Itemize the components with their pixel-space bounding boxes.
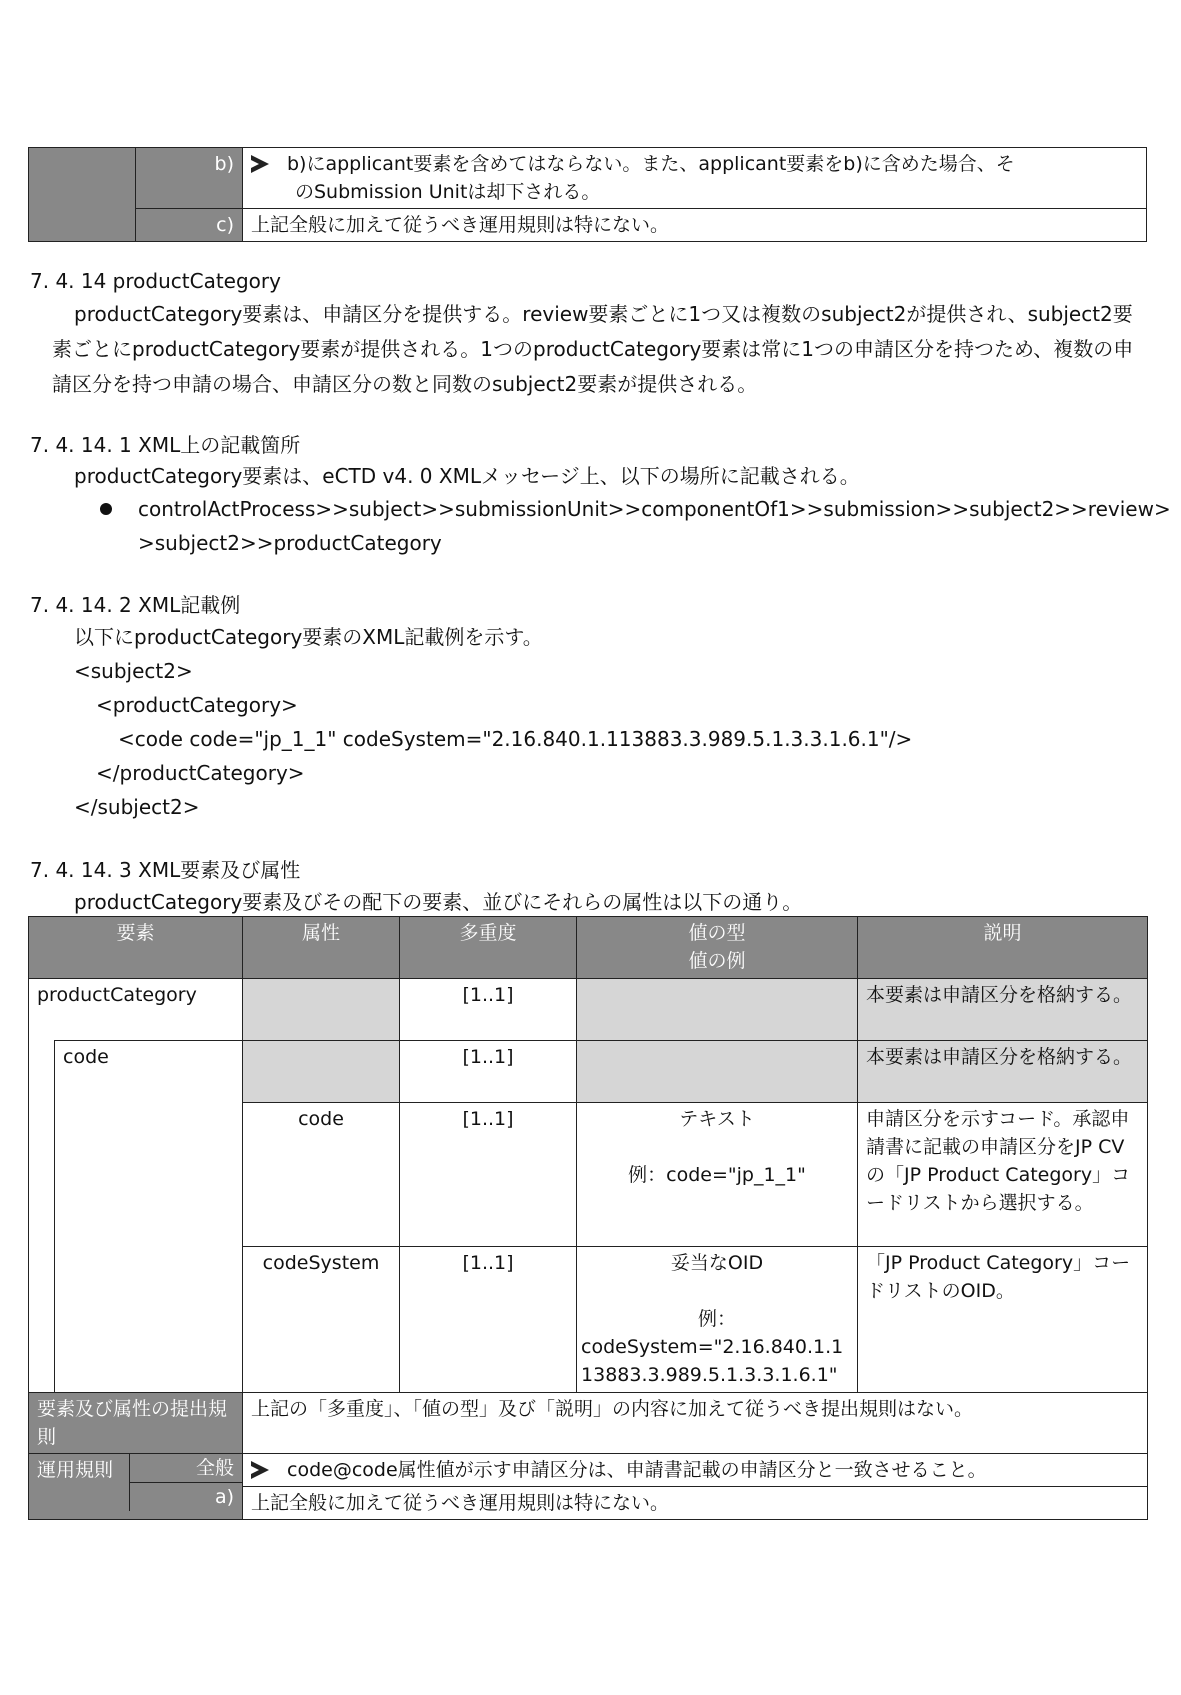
xml-code-line-1: <subject2> [74,659,193,683]
xml-code-line-3: <code code="jp_1_1" codeSystem="2.16.840.1.113883.3.989.5.1.3.3.1.6.1"/> [118,727,913,751]
a-label: a) [130,1483,243,1512]
cell-code-attr [243,1041,400,1103]
header-description: 説明 [858,917,1148,979]
section-paragraph-7-4-14: productCategory要素は、申請区分を提供する。review要素ごとに1つ又は複数のsubject2が提供され、subject2要素ごとにproductCategory要素が提供される。1つのproductCategory要素は常に1つの申請区分を持つため、複数の申請区分を持つ申請の場合、申請区分の数と同数のsubject2要素が提供される。 [52,302,1134,396]
cell-code-attr-desc: 申請区分を示すコード。承認申請書に記載の申請区分をJP CVの「JP Product Category」コードリストから選択する。 [858,1103,1148,1247]
general-label: 全般 [130,1454,243,1483]
cell-codesystem-attr-desc: 「JP Product Category」コードリストのOID。 [858,1247,1148,1393]
row-b-text: b)にapplicant要素を含めてはならない。また、applicant要素をb)に含めた場合、そ のSubmission Unitは却下される。 [243,148,1147,209]
section-heading-7-4-14: 7. 4. 14 productCategory [30,269,281,293]
section-paragraph-7-4-14-2: 以下にproductCategory要素のXML記載例を示す。 [74,625,543,649]
cell-codesystem-attr-mult: [1..1] [400,1247,577,1393]
cell-codesystem-attr-type: 妥当なOID 例： codeSystem="2.16.840.1.113883.3.989.5.1.3.3.1.6.1" [577,1247,858,1393]
section-paragraph-7-4-14-3: productCategory要素及びその配下の要素、並びにそれらの属性は以下の通り。 [74,890,803,914]
header-element: 要素 [29,917,243,979]
header-multiplicity: 多重度 [400,917,577,979]
xml-path-line-1: controlActProcess>>subject>>submissionUnit>>componentOf1>>submission>>subject2>>review> [138,497,1171,521]
rules-label-cell [29,148,136,242]
header-type: 値の型 値の例 [577,917,858,979]
arrow-bullet-icon [251,1461,269,1479]
section-heading-7-4-14-3: 7. 4. 14. 3 XML要素及び属性 [30,858,301,882]
arrow-bullet-icon [251,155,269,173]
a-rule-text: 上記全般に加えて従うべき運用規則は特にない。 [243,1487,1148,1520]
section-paragraph-7-4-14-1: productCategory要素は、eCTD v4. 0 XMLメッセージ上、以下の場所に記載される。 [74,464,860,488]
cell-product-attr [243,979,400,1041]
bullet-icon [100,503,112,515]
top-rules-table [28,147,1147,242]
xml-code-line-5: </subject2> [74,795,200,819]
cell-product-desc: 本要素は申請区分を格納する。 [858,979,1148,1041]
code-element-spacer [55,1103,243,1393]
submission-rule-label: 要素及び属性の提出規則 [29,1393,243,1454]
cell-codesystem-attr-name: codeSystem [243,1247,400,1393]
cell-code-mult: [1..1] [400,1041,577,1103]
header-attribute: 属性 [243,917,400,979]
section-heading-7-4-14-1: 7. 4. 14. 1 XML上の記載箇所 [30,433,301,457]
cell-code-desc: 本要素は申請区分を格納する。 [858,1041,1148,1103]
xml-path-line-2: >subject2>>productCategory [138,531,442,555]
row-c-label: c) [136,209,243,242]
xml-code-line-4: </productCategory> [96,761,305,785]
indent-spacer [29,1041,55,1393]
xml-code-line-2: <productCategory> [96,693,298,717]
cell-product-type [577,979,858,1041]
general-rule-text: code@code属性値が示す申請区分は、申請書記載の申請区分と一致させること。 [243,1454,1148,1487]
cell-code-attr-mult: [1..1] [400,1103,577,1247]
attribute-table [28,916,1148,1520]
cell-code-attr-name: code [243,1103,400,1247]
row-c-text: 上記全般に加えて従うべき運用規則は特にない。 [243,209,1147,242]
cell-code-element: code [55,1041,243,1103]
operation-rule-label: 運用規則 [29,1454,130,1511]
cell-product-category: productCategory [29,979,243,1041]
cell-code-attr-type: テキスト 例：code="jp_1_1" [577,1103,858,1247]
operation-rule-cell [29,1454,243,1520]
section-heading-7-4-14-2: 7. 4. 14. 2 XML記載例 [30,593,241,617]
submission-rule-text: 上記の「多重度」、「値の型」及び「説明」の内容に加えて従うべき提出規則はない。 [243,1393,1148,1454]
cell-code-type [577,1041,858,1103]
cell-product-mult: [1..1] [400,979,577,1041]
row-b-label: b) [136,148,243,209]
